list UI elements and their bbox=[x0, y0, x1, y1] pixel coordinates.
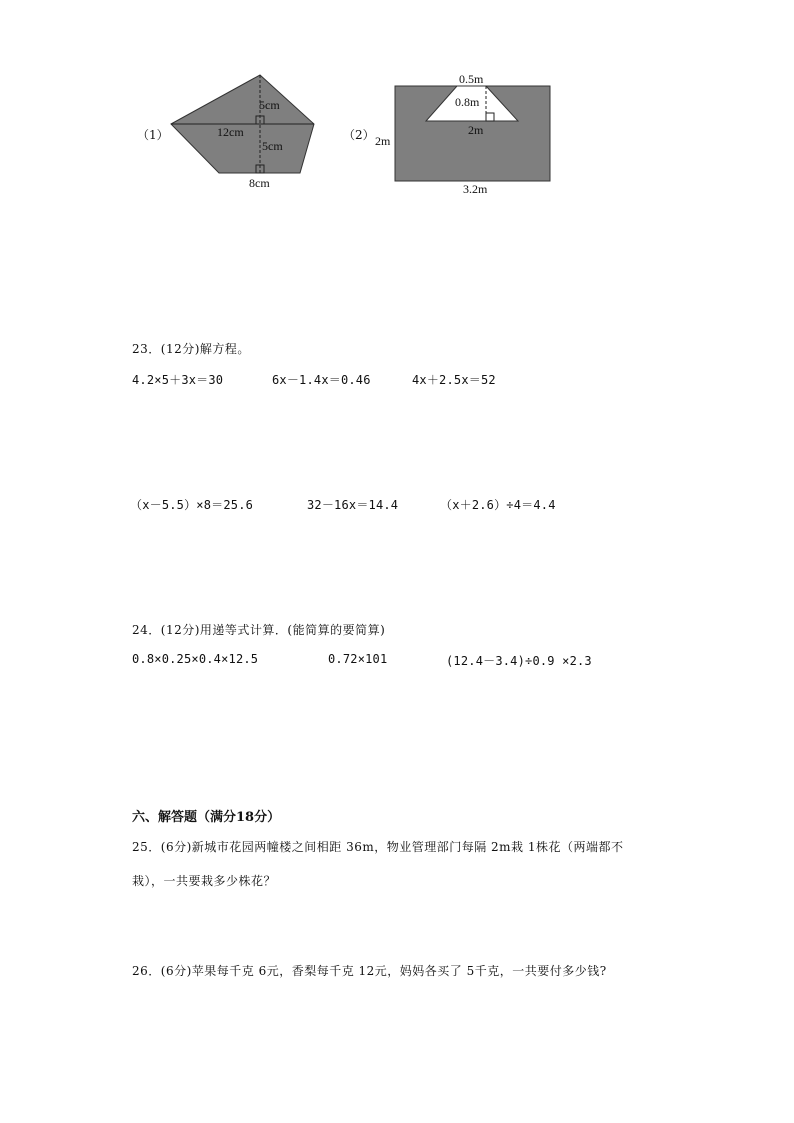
question-24-expression-1: 0.8×0.25×0.4×12.5 bbox=[132, 652, 259, 666]
figure-2-label: （2） bbox=[343, 128, 375, 142]
section-6-heading: 六、解答题（满分18分） bbox=[132, 810, 281, 825]
question-23-equation-1: 4.2×5＋3x＝30 bbox=[132, 373, 224, 387]
question-26-line-1: 26．(6分)苹果每千克 6元，香梨每千克 12元，妈妈各买了 5千克，一共要付多少钱? bbox=[132, 964, 607, 978]
figure-2-trapezoid-base-dimension: 2m bbox=[468, 123, 484, 137]
question-25-line-2: 栽），一共要栽多少株花？ bbox=[132, 874, 277, 888]
question-24-expression-2: 0.72×101 bbox=[328, 652, 388, 666]
figure-1-bottom-width-dimension: 8cm bbox=[249, 176, 270, 190]
figure-2-rect-height-dimension: 2m bbox=[375, 134, 391, 148]
question-23-equation-2: 6x－1.4x＝0.46 bbox=[272, 373, 371, 387]
figure-2-shape bbox=[0, 0, 794, 200]
figure-1-bottom-dimension: 5cm bbox=[262, 139, 283, 153]
figure-2-rect-width-dimension: 3.2m bbox=[463, 182, 488, 196]
question-23-equation-5: 32－16x＝14.4 bbox=[307, 498, 399, 512]
question-23-equation-6: （x＋2.6）÷4＝4.4 bbox=[440, 498, 556, 512]
question-25-line-1: 25．(6分)新城市花园两幢楼之间相距 36m，物业管理部门每隔 2m栽 1株花（两端都不 bbox=[132, 840, 624, 854]
figure-1-label: （1） bbox=[137, 128, 169, 142]
figure-2-top-width-dimension: 0.5m bbox=[459, 72, 484, 86]
question-24-title: 24．(12分)用递等式计算．(能简算的要简算) bbox=[132, 623, 386, 637]
question-23-equation-3: 4x＋2.5x＝52 bbox=[412, 373, 496, 387]
question-23-title: 23．(12分)解方程。 bbox=[132, 342, 250, 356]
figure-1-top-dimension: 5cm bbox=[259, 98, 280, 112]
question-24-expression-3: (12.4－3.4)÷0.9 ×2.3 bbox=[446, 654, 592, 668]
figure-2-height-dimension: 0.8m bbox=[455, 95, 480, 109]
question-23-equation-4: （x－5.5）×8＝25.6 bbox=[130, 498, 254, 512]
figure-1-width-dimension: 12cm bbox=[217, 125, 244, 139]
